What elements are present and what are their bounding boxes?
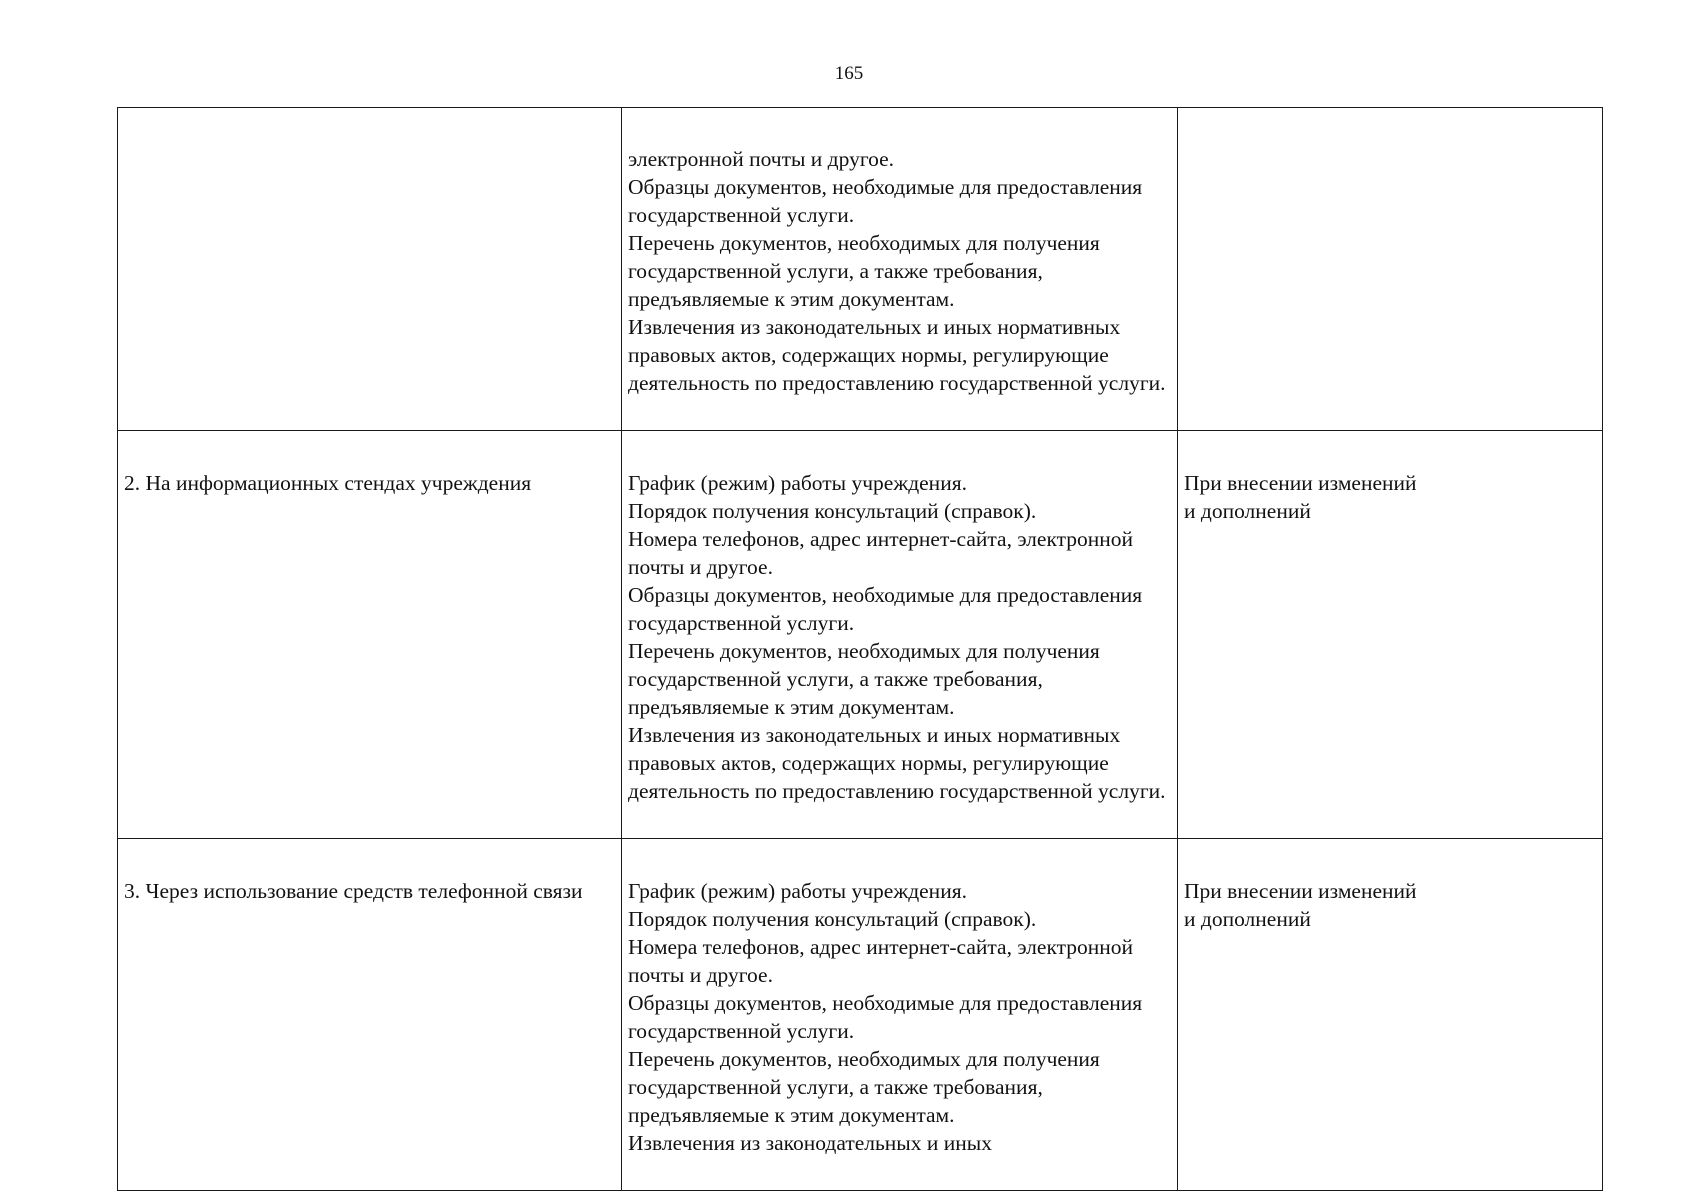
- method-text: 2. На информационных стендах учреждения: [124, 471, 532, 495]
- frequency-cell: [1178, 431, 1603, 839]
- table-row: [118, 839, 1603, 1191]
- method-text: 3. Через использование средств телефонной связи: [124, 879, 583, 903]
- method-cell: [118, 839, 622, 1191]
- table-row: [118, 431, 1603, 839]
- frequency-cell: [1178, 839, 1603, 1191]
- table-row: [118, 108, 1603, 431]
- content-cell: [622, 108, 1178, 431]
- frequency-text: При внесении изменений и дополнений: [1184, 471, 1417, 523]
- frequency-cell: [1178, 108, 1603, 431]
- method-cell: [118, 431, 622, 839]
- frequency-text: При внесении изменений и дополнений: [1184, 879, 1417, 931]
- page-number: 165: [834, 63, 864, 84]
- content-text: электронной почты и другое. Образцы документов, необходимые для предоставления государственной услуги. Перечень документов, необходимых для получения государственной услуги, а также требования, предъявляемые к этим документам. Извлечения из законодательных и иных нормативных правовых актов, содержащих нормы, регулирующие деятельность по предоставлению государственной услуги.: [628, 147, 1166, 395]
- content-cell: [622, 431, 1178, 839]
- content-cell: [622, 839, 1178, 1191]
- content-text: График (режим) работы учреждения. Порядок получения консультаций (справок). Номера телефонов, адрес интернет-сайта, электронной почты и другое. Образцы документов, необходимые для предоставления государственной услуги. Перечень документов, необходимых для получения государственной услуги, а также требования, предъявляемые к этим документам. Извлечения из законодательных и иных: [628, 879, 1143, 1155]
- information-table: [117, 107, 1603, 1191]
- method-cell: [118, 108, 622, 431]
- content-text: График (режим) работы учреждения. Порядок получения консультаций (справок). Номера телефонов, адрес интернет-сайта, электронной почты и другое. Образцы документов, необходимые для предоставления государственной услуги. Перечень документов, необходимых для получения государственной услуги, а также требования, предъявляемые к этим документам. Извлечения из законодательных и иных нормативных правовых актов, содержащих нормы, регулирующие деятельность по предоставлению государственной услуги.: [628, 471, 1166, 803]
